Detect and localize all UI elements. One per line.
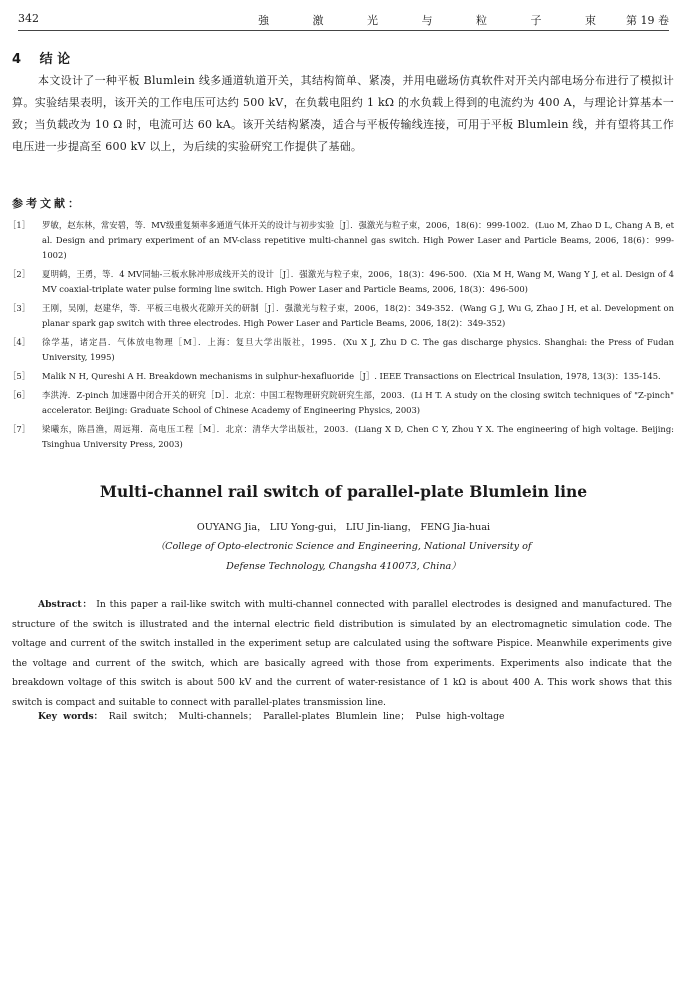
keywords-text: Rail switch； Multi-channels； Parallel-plates Blumlein line； Pulse high-voltage [108,711,505,722]
reference-item [8,422,674,452]
reference-item [8,267,674,297]
volume-number: 第 19 卷 [626,14,669,27]
conclusion-heading [12,48,70,67]
journal-name: 強 激 光 与 粒 子 束 [258,14,616,27]
reference-item [8,388,674,418]
reference-text: 王刚，吴刚，赵建华，等．平板三电极火花隙开关的研制［J］．强激光与粒子束，2006，18(2)：349-352．(Wang G J, Wu G, Zhao J H, et al. Development on planar spark gap switch with three electrodes. High Power Laser and Particle Beams, 2006, 18(2)：349-352) [42,303,674,328]
reference-number: ［1］ [8,220,31,230]
conclusion-paragraph: 本文设计了一种平板 Blumlein 线多通道轨道开关，其结构简单、紧凑，并用电磁场仿真软件对开关内部电场分布进行了模拟计算。实验结果表明，该开关的工作电压可达约 500 kV，在负载电阻约 1 kΩ 的水负载上得到的电流约为 400 A，与理论计算基本一致；当负载改为 10 Ω 时，电流可达 60 kA。该开关结构紧凑，适合与平板传输线连接，可用于平板 Blumlein 线，并有望将其工作电压进一步提高至 600 kV 以上，为后续的实验研究工作提供了基础。 [12,74,674,153]
english-abstract [12,595,672,712]
reference-number: ［2］ [8,269,31,279]
reference-text: 李洪涛．Z-pinch 加速器中闭合开关的研究［D］．北京：中国工程物理研究院研究生部，2003．(Li H T. A study on the closing switch techniques of "Z-pinch" accelerator. Beijing: Graduate School of Chinese Academy of Engineering Physics, 2003) [42,390,674,415]
section-title: 结 论 [39,52,71,67]
running-header [18,10,669,31]
references-heading: 参考文献： [12,197,82,210]
reference-item [8,369,674,384]
reference-item [8,218,674,263]
abstract-text: In this paper a rail-like switch with multi-channel connected with parallel electrodes is designed and manufactured. The structure of the switch is illustrated and the internal electric field distribution is simulated by an electromagnetic simulation code. The voltage and current of the switch installed in the experiment setup are calculated using the software Pispice. Meanwhile experiments give the voltage and current of the switch, which are basically agreed with those from experiments. Experiments also indicate that the breakdown voltage of this switch is about 500 kV and the current of water-resistance of 1 kΩ is about 400 A. This work shows that this switch is compact and suitable to connect with parallel-plates transmission line. [12,599,672,708]
english-title: Multi-channel rail switch of parallel-plate Blumlein line [99,482,588,501]
reference-number: ［5］ [8,371,31,381]
reference-text: 徐学基，诸定昌．气体放电物理［M］．上海：复旦大学出版社，1995．(Xu X J, Zhu D C. The gas discharge physics. Shanghai: the Press of Fudan University, 1995) [42,337,674,362]
english-affiliation: （College of Opto-electronic Science and Engineering, National University of Defense Technology, Changsha 410073, China） [155,541,532,572]
keywords-label: Key words： [38,711,103,722]
reference-text: Malik N H, Qureshi A H. Breakdown mechanisms in sulphur-hexafluoride［J］. IEEE Transactions on Electrical Insulation, 1978, 13(3)：135-145. [42,371,661,381]
reference-number: ［4］ [8,337,31,347]
reference-number: ［3］ [8,303,31,313]
abstract-label: Abstract： [38,599,93,610]
reference-number: ［6］ [8,390,31,400]
reference-text: 夏明鹤，王勇，等．4 MV同轴-三板水脉冲形成线开关的设计［J］．强激光与粒子束，2006，18(3)：496-500．(Xia M H, Wang M, Wang Y J, et al. Design of 4 MV coaxial-triplate water pulse forming line switch. High Power Laser and Particle Beams, 2006, 18(3)：496-500) [42,269,674,294]
english-keywords [38,708,504,722]
reference-item [8,301,674,331]
reference-text: 罗敏，赵东林，常安碧，等．MV级重复频率多通道气体开关的设计与初步实验［J］．强激光与粒子束，2006，18(6)：999-1002．(Luo M, Zhao D L, Chang A B, et al. Design and primary experiment of an MV-class repetitive multi-channel gas switch. High Power Laser and Particle Beams, 2006, 18(6)：999-1002) [42,220,674,260]
reference-list [8,218,674,456]
reference-number: ［7］ [8,424,31,434]
page-number: 342 [18,12,39,25]
reference-item [8,335,674,365]
english-authors: OUYANG Jia， LIU Yong-gui， LIU Jin-liang， FENG Jia-huai [196,522,491,533]
reference-text: 梁曦东，陈昌渔，周远翔．高电压工程［M］．北京：清华大学出版社，2003．(Liang X D, Chen C Y, Zhou Y X. The engineering of high voltage. Beijing: Tsinghua University Press, 2003) [42,424,674,449]
section-number: 4 [12,52,22,67]
